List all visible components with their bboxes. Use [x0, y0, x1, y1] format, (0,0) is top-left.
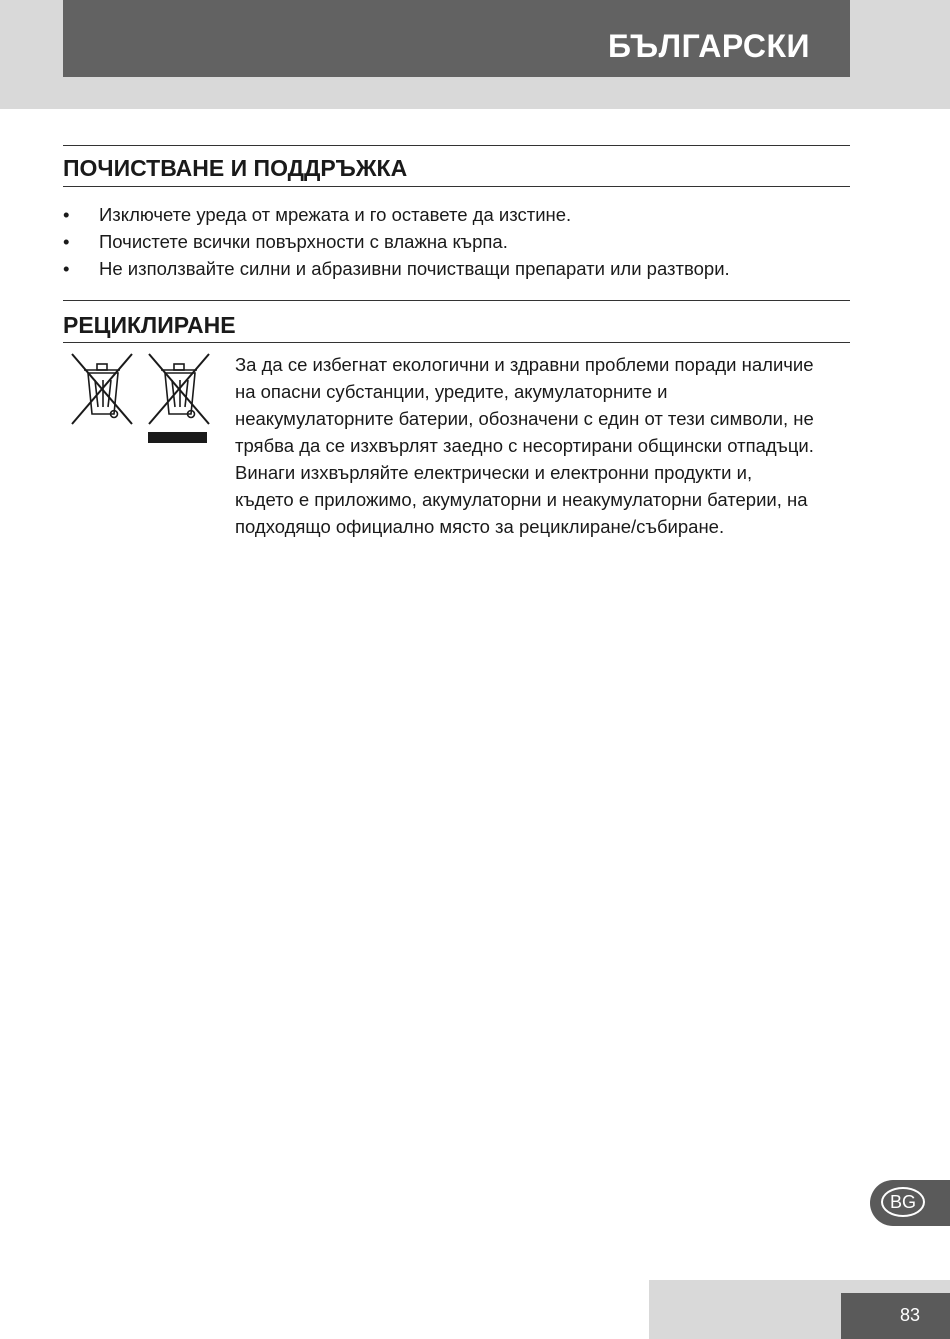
- section-rule-top: [63, 145, 850, 146]
- bullet-icon: •: [63, 258, 70, 279]
- language-code: BG: [881, 1187, 925, 1217]
- cleaning-section-title: ПОЧИСТВАНЕ И ПОДДРЪЖКА: [63, 155, 408, 181]
- paragraph-line: трябва да се изхвърлят заедно с несортирани общински отпадъци.: [235, 435, 814, 456]
- weee-symbols: [68, 352, 213, 447]
- paragraph-line: на опасни субстанции, уредите, акумулаторните и: [235, 381, 668, 402]
- list-item: [63, 228, 850, 255]
- page-number: 83: [899, 1305, 920, 1325]
- list-item: [63, 201, 850, 228]
- language-header: [63, 0, 850, 77]
- recycling-paragraph: [235, 351, 845, 540]
- paragraph-line: неакумулаторните батерии, обозначени с един от тези символи, не: [235, 408, 814, 429]
- list-item-text: Почистете всички повърхности с влажна кърпа.: [99, 231, 508, 252]
- section-rule-bottom: [63, 186, 850, 187]
- language-badge: [870, 1180, 950, 1226]
- page-number-box: [841, 1293, 950, 1339]
- list-item: [63, 255, 850, 282]
- bullet-icon: •: [63, 231, 70, 252]
- paragraph-line: Винаги изхвърляйте електрически и електронни продукти и,: [235, 462, 753, 483]
- recycling-section-title: РЕЦИКЛИРАНЕ: [63, 312, 236, 338]
- language-title: БЪЛГАРСКИ: [608, 28, 810, 64]
- paragraph-line: където е приложимо, акумулаторни и неакумулаторни батерии, на: [235, 489, 808, 510]
- paragraph-line: За да се избегнат екологични и здравни проблеми поради наличие: [235, 354, 814, 375]
- section-rule-top: [63, 300, 850, 301]
- cleaning-bullet-list: [63, 201, 850, 282]
- paragraph-line: подходящо официално място за рециклиране/събиране.: [235, 516, 725, 537]
- list-item-text: Изключете уреда от мрежата и го оставете да изстине.: [99, 204, 572, 225]
- section-rule-bottom: [63, 342, 850, 343]
- bullet-icon: •: [63, 204, 70, 225]
- list-item-text: Не използвайте силни и абразивни почистващи препарати или разтвори.: [99, 258, 730, 279]
- crossed-out-wheelie-bin-icon: [68, 352, 213, 447]
